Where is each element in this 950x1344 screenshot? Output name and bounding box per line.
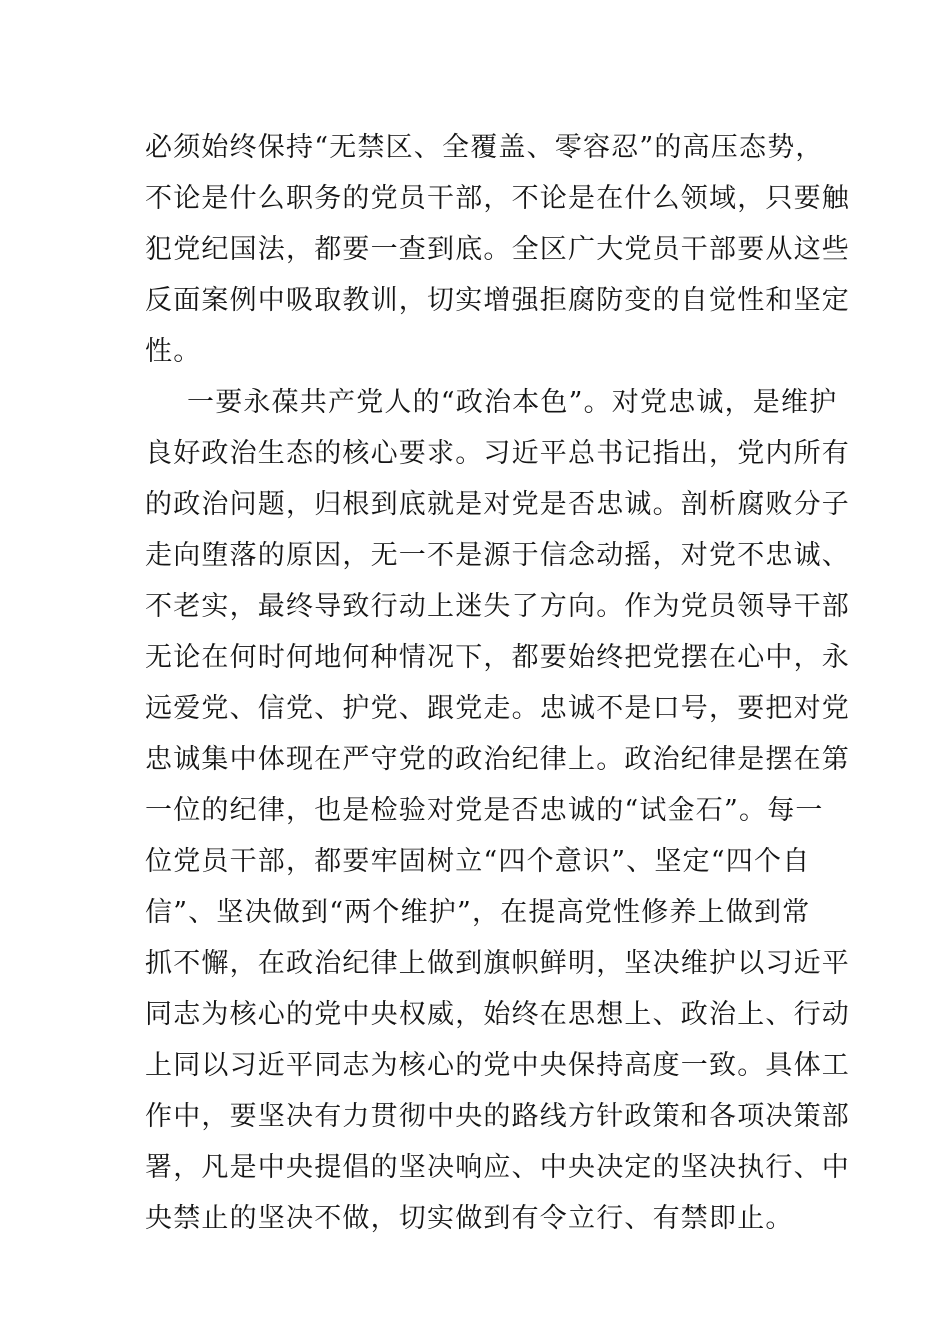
text-line: 央禁止的坚决不做，切实做到有令立行、有禁即止。 [145, 1203, 794, 1234]
text-line: 抓不懈，在政治纪律上做到旗帜鲜明，坚决维护以习近平 [145, 948, 850, 979]
text-line: 信”、坚决做到“两个维护”，在提高党性修养上做到常 [145, 897, 811, 928]
text-line: 作中，要坚决有力贯彻中央的路线方针政策和各项决策部 [145, 1101, 850, 1132]
text-line: 反面案例中吸取教训，切实增强拒腐防变的自觉性和坚定 [145, 285, 850, 316]
text-line: 不老实，最终导致行动上迷失了方向。作为党员领导干部 [145, 591, 850, 622]
text-line: 署，凡是中央提倡的坚决响应、中央决定的坚决执行、中 [145, 1152, 850, 1183]
text-line: 同志为核心的党中央权威，始终在思想上、政治上、行动 [145, 999, 850, 1030]
text-line: 忠诚集中体现在严守党的政治纪律上。政治纪律是摆在第 [145, 744, 850, 775]
text-line: 一位的纪律，也是检验对党是否忠诚的“试金石”。每一 [145, 795, 824, 826]
text-line: 一要永葆共产党人的“政治本色”。对党忠诚，是维护 [187, 387, 838, 418]
text-line: 性。 [145, 336, 202, 367]
text-line: 走向堕落的原因，无一不是源于信念动摇，对党不忠诚、 [145, 540, 850, 571]
document-body [145, 122, 850, 1244]
text-line: 犯党纪国法，都要一查到底。全区广大党员干部要从这些 [145, 234, 850, 265]
text-line: 上同以习近平同志为核心的党中央保持高度一致。具体工 [145, 1050, 850, 1081]
paragraph-1 [145, 122, 850, 377]
text-line: 良好政治生态的核心要求。习近平总书记指出，党内所有 [145, 438, 850, 469]
text-line: 无论在何时何地何种情况下，都要始终把党摆在心中，永 [145, 642, 850, 673]
text-line: 的政治问题，归根到底就是对党是否忠诚。剖析腐败分子 [145, 489, 850, 520]
text-line: 不论是什么职务的党员干部，不论是在什么领域，只要触 [145, 183, 850, 214]
text-line: 位党员干部，都要牢固树立“四个意识”、坚定“四个自 [145, 846, 811, 877]
paragraph-2 [145, 377, 850, 1244]
text-line: 必须始终保持“无禁区、全覆盖、零容忍”的高压态势， [145, 132, 824, 163]
text-line: 远爱党、信党、护党、跟党走。忠诚不是口号，要把对党 [145, 693, 850, 724]
